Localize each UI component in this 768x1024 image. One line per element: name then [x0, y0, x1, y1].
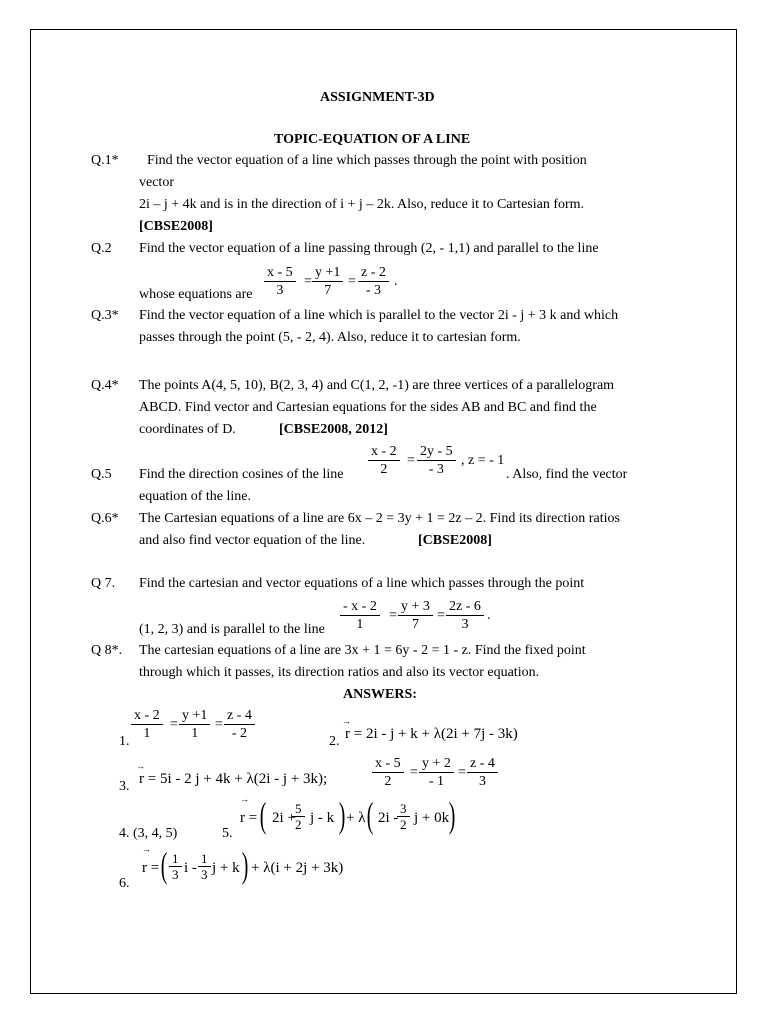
answer6-tail: j + k	[212, 860, 240, 876]
q5-text-line2: equation of the line.	[139, 489, 251, 504]
answer5-vector-arrow: →	[240, 794, 249, 804]
q8-number: Q 8*.	[91, 643, 123, 658]
answer5-part1a: 2i +	[272, 810, 296, 826]
answer6-mid: i -	[184, 860, 197, 876]
answer2-vector-arrow: →	[342, 716, 351, 726]
q5-fraction-x: $\frac{x - 2}{2}$	[368, 443, 400, 478]
answer3-fraction-z: $\frac{z - 4}{3}$	[467, 755, 498, 790]
q4-number: Q.4*	[91, 378, 119, 393]
q5-z-equation: , z = - 1	[461, 453, 505, 468]
answer3-equals-2: =	[458, 765, 466, 780]
answer6-fraction-1-3-b: $\frac{1}{3}$	[198, 851, 211, 882]
q7-fraction-x: $\frac{- x - 2}{1}$	[340, 598, 380, 633]
q5-text-line1: Find the direction cosines of the line	[139, 467, 344, 482]
q6-text-line2: and also find vector equation of the line.	[139, 533, 366, 548]
q7-period: .	[487, 608, 491, 623]
q1-text-line3: 2i – j + 4k and is in the direction of i + j – 2k. Also, reduce it to Cartesian form.	[139, 197, 585, 212]
answer1-fraction-z: $\frac{z - 4}{- 2}$	[224, 707, 255, 742]
answer6-fraction-1-3-a: $\frac{1}{3}$	[169, 851, 182, 882]
answer5-part2a: 2i -	[378, 810, 399, 826]
answer1-fraction-y: $\frac{y +1}{1}$	[179, 707, 210, 742]
q3-text-line1: Find the vector equation of a line which is parallel to the vector 2i - j + 3 k and which	[139, 308, 619, 323]
answer5-number: 5.	[222, 826, 233, 841]
answer6-r-equals: r =	[142, 860, 160, 876]
q3-number: Q.3*	[91, 308, 119, 323]
answer5-left-paren-1: (	[259, 795, 267, 835]
q3-text-line2: passes through the point (5, - 2, 4). Also, reduce it to cartesian form.	[139, 330, 521, 345]
q7-fraction-z: $\frac{2z - 6}{3}$	[446, 598, 484, 633]
answer3-equals-1: =	[410, 765, 418, 780]
q7-text-line1: Find the cartesian and vector equations of a line which passes through the point	[139, 576, 585, 591]
q8-text-line1: The cartesian equations of a line are 3x + 1 = 6y - 2 = 1 - z. Find the fixed point	[139, 643, 586, 658]
answer6-rest: + λ(i + 2j + 3k)	[251, 860, 344, 876]
q5-equals: =	[407, 453, 415, 468]
answer3-vector-expression: r = 5i - 2 j + 4k + λ(2i - j + 3k);	[139, 771, 328, 787]
answer1-equals-1: =	[170, 717, 178, 732]
answer3-fraction-y: $\frac{y + 2}{- 1}$	[419, 755, 454, 790]
q7-number: Q 7.	[91, 576, 116, 591]
q2-equals-2: =	[348, 274, 356, 289]
q4-reference: [CBSE2008, 2012]	[279, 422, 388, 437]
answer3-fraction-x: $\frac{x - 5}{2}$	[372, 755, 404, 790]
q5-number: Q.5	[91, 467, 112, 482]
q2-fraction-y: $\frac{y +1}{7}$	[312, 264, 343, 299]
answer2-expression: r = 2i - j + k + λ(2i + 7j - 3k)	[345, 726, 518, 742]
answer5-left-paren-2: (	[366, 795, 374, 835]
q2-text-line1: Find the vector equation of a line passing through (2, - 1,1) and parallel to the line	[139, 241, 599, 256]
answer5-part2b: j + 0k	[414, 810, 450, 826]
q4-text-line2: ABCD. Find vector and Cartesian equations for the sides AB and BC and find the	[139, 400, 597, 415]
q5-fraction-y: $\frac{2y - 5}{- 3}$	[417, 443, 456, 478]
q2-number: Q.2	[91, 241, 112, 256]
answer1-equals-2: =	[215, 717, 223, 732]
answer5-r-equals: r =	[240, 810, 258, 826]
q2-fraction-x: $\frac{x - 5}{3}$	[264, 264, 296, 299]
answer6-right-paren: )	[241, 845, 249, 885]
q2-text-line2: whose equations are	[139, 287, 253, 302]
assignment-title: ASSIGNMENT-3D	[320, 90, 435, 105]
answer5-fraction-5-2: $\frac{5}{2}$	[292, 801, 305, 832]
q7-fraction-y: $\frac{y + 3}{7}$	[398, 598, 433, 633]
q6-number: Q.6*	[91, 511, 119, 526]
answer3-number: 3.	[119, 779, 130, 794]
topic-heading: TOPIC-EQUATION OF A LINE	[274, 132, 471, 147]
answer4-text: 4. (3, 4, 5)	[119, 826, 178, 841]
q7-equals-2: =	[437, 608, 445, 623]
answer1-fraction-x: $\frac{x - 2}{1}$	[131, 707, 163, 742]
q1-text-line2: vector	[139, 175, 174, 190]
q2-equals-1: =	[304, 274, 312, 289]
answers-heading: ANSWERS:	[343, 687, 417, 702]
answer2-number: 2.	[329, 734, 340, 749]
q2-period: .	[394, 274, 398, 289]
answer6-number: 6.	[119, 876, 130, 891]
q7-equals-1: =	[389, 608, 397, 623]
answer3-vector-arrow: →	[136, 761, 145, 771]
answer1-number: 1.	[119, 734, 130, 749]
q8-text-line2: through which it passes, its direction ratios and also its vector equation.	[139, 665, 540, 680]
q4-text-line3: coordinates of D.	[139, 422, 236, 437]
q6-text-line1: The Cartesian equations of a line are 6x – 2 = 3y + 1 = 2z – 2. Find its direction ratios	[139, 511, 620, 526]
answer5-lambda: + λ	[346, 810, 366, 826]
q1-number: Q.1*	[91, 153, 119, 168]
answer5-fraction-3-2: $\frac{3}{2}$	[397, 801, 410, 832]
answer5-right-paren-1: )	[338, 795, 346, 835]
q4-text-line1: The points A(4, 5, 10), B(2, 3, 4) and C(1, 2, -1) are three vertices of a parallelogram	[139, 378, 615, 393]
answer5-part1b: j - k	[310, 810, 335, 826]
answer5-right-paren-2: )	[448, 795, 456, 835]
q1-text-line1: Find the vector equation of a line which passes through the point with position	[147, 153, 587, 168]
answer6-vector-arrow: →	[142, 844, 151, 854]
answer6-left-paren: (	[160, 845, 168, 885]
q7-text-line2: (1, 2, 3) and is parallel to the line	[139, 622, 325, 637]
q5-text-line1-end: . Also, find the vector	[506, 467, 628, 482]
q2-fraction-z: $\frac{z - 2}{- 3}$	[358, 264, 389, 299]
q6-reference: [CBSE2008]	[418, 533, 492, 548]
q1-reference: [CBSE2008]	[139, 219, 213, 234]
